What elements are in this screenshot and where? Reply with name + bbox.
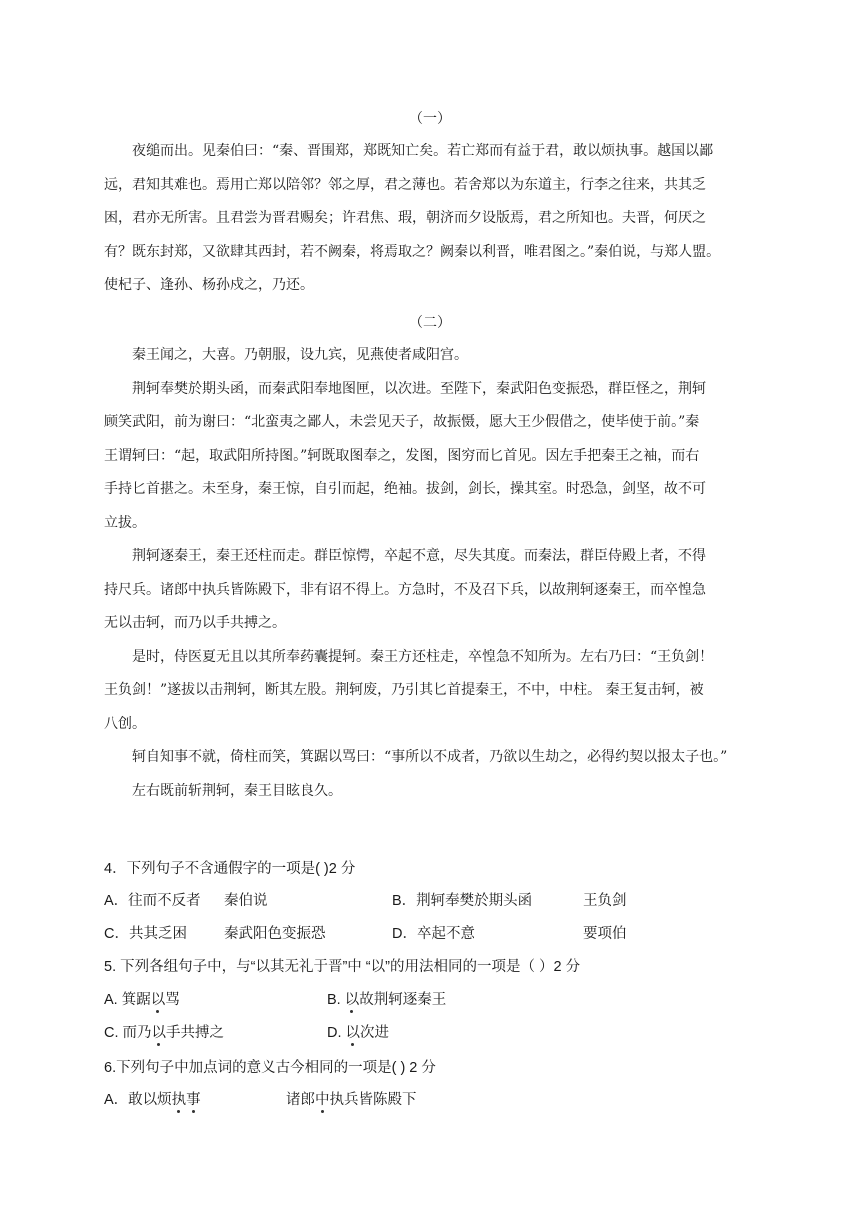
- passage-line: 困，君亦无所害。且君尝为晋君赐矣；许君焦、瑕，朝济而夕设版焉，君之所知也。夫晋，何厌之: [104, 210, 706, 226]
- passage-line: 顾笑武阳，前为谢曰：“北蛮夷之鄙人，未尝见天子，故振慑，愿大王少假借之，使毕使于前。”秦: [104, 414, 700, 430]
- dotted-char: 中: [315, 1092, 330, 1108]
- q4-option-c-extra: 秦武阳色变振恐: [224, 926, 326, 942]
- q5-c-text-end: 手共搏之: [166, 1025, 225, 1041]
- passage-line: 左右既前斩荆轲，秦王目眩良久。: [132, 782, 342, 799]
- passage-2: [104, 339, 756, 808]
- dotted-char: 事: [186, 1092, 201, 1108]
- q5-b-text: B.: [327, 992, 345, 1008]
- q4-option-d: D．卒起不意: [392, 926, 475, 942]
- section-heading-1: （一）: [409, 111, 451, 127]
- dotted-char: 以: [344, 992, 360, 1008]
- dotted-char: 以: [150, 992, 166, 1008]
- passage-line: 秦王闻之，大喜。乃朝服，设九宾，见燕使者咸阳宫。: [132, 347, 468, 363]
- q5-b-text-end: 故荆轲逐秦王: [359, 992, 447, 1008]
- passage-line: 手持匕首揕之。未至身，秦王惊，自引而起，绝袖。拔剑，剑长，操其室。时恐急，剑坚，故不可: [104, 481, 706, 497]
- passage-line: 荆轲逐秦王，秦王还柱而走。群臣惊愕，卒起不意，尽失其度。而秦法，群臣侍殿上者，不得: [132, 548, 706, 564]
- question-6-stem: 6.下列句子中加点词的意义古今相同的一项是( ) 2 分: [104, 1060, 436, 1076]
- question-4-stem: 4．下列句子不含通假字的一项是( )2 分: [104, 861, 356, 877]
- dotted-char: 以: [151, 1025, 167, 1041]
- q4-option-b-extra: 王负剑: [583, 893, 627, 909]
- q4-option-d-extra: 要项伯: [583, 926, 627, 942]
- passage-line: 八创。: [104, 715, 146, 732]
- q5-option-c: [104, 1021, 224, 1042]
- dotted-char: 以: [345, 1025, 361, 1041]
- passage-line: 持尺兵。诸郎中执兵皆陈殿下，非有诏不得上。方急时，不及召下兵，以故荆轲逐秦王，而卒惶急: [104, 581, 706, 598]
- dotted-char: 执: [171, 1092, 187, 1108]
- passage-line: 无以击轲，而乃以手共搏之。: [104, 615, 286, 631]
- passage-line: 有？既东封郑，又欲肆其西封，若不阙秦，将焉取之？阙秦以利晋，唯君图之。”秦伯说，与郑人盟。: [104, 243, 721, 260]
- passage-1: [104, 135, 756, 303]
- q6-a2-text-end: 执兵皆陈殿下: [329, 1092, 417, 1108]
- q5-option-d: [327, 1021, 389, 1042]
- q5-option-a: [104, 988, 180, 1009]
- q6-a-text: A．敢以烦: [104, 1092, 172, 1108]
- question-5-stem: 5. 下列各组句子中，与“以其无礼于晋”中 “以”的用法相同的一项是（ ）2 分: [104, 959, 581, 975]
- q4-option-a-extra: 秦伯说: [224, 893, 268, 909]
- passage-line: 夜缒而出。见秦伯曰：“秦、晋围郑，郑既知亡矣。若亡郑而有益于君，敢以烦执事。越国以鄙: [132, 143, 714, 159]
- q5-c-text: C. 而乃: [104, 1025, 152, 1041]
- passage-line: 是时，侍医夏无且以其所奉药囊提轲。秦王方还柱走，卒惶急不知所为。左右乃曰：“王负剑！: [132, 648, 714, 665]
- passage-line: 使杞子、逢孙、杨孙戍之，乃还。: [104, 277, 314, 293]
- q6-option-a: [104, 1088, 201, 1109]
- passage-line: 荆轲奉樊於期头函，而秦武阳奉地图匣，以次进。至陛下，秦武阳色变振恐，群臣怪之，荆轲: [132, 380, 706, 397]
- q5-a-text: A. 箕踞: [104, 992, 151, 1008]
- passage-line: 王谓轲曰：“起，取武阳所持图。”轲既取图奉之，发图，图穷而匕首见。因左手把秦王之袖，而右: [104, 447, 700, 464]
- q4-option-c: C．共其乏困: [104, 926, 187, 942]
- q4-option-b: B．荆轲奉樊於期头函: [392, 893, 533, 909]
- q5-option-b: [327, 988, 446, 1009]
- passage-line: 远，君知其难也。焉用亡郑以陪邻？邻之厚，君之薄也。若舍郑以为东道主，行李之往来，共其乏: [104, 176, 706, 193]
- q4-option-a: A．往而不反者: [104, 893, 201, 909]
- q5-d-text: D.: [327, 1025, 346, 1041]
- passage-line: 轲自知事不就，倚柱而笑，箕踞以骂曰：“事所以不成者，乃欲以生劫之，必得约契以报太子也。”: [132, 749, 728, 765]
- q5-d-text-end: 次进: [360, 1025, 390, 1041]
- section-heading-2: （二）: [409, 315, 451, 331]
- q6-option-a-extra: [286, 1088, 417, 1109]
- passage-line: 王负剑！”遂拔以击荆轲，断其左股。荆轲废，乃引其匕首提秦王，不中，中柱。 秦王复击轲，被: [104, 682, 704, 698]
- passage-line: 立拔。: [104, 514, 146, 531]
- q5-a-text-end: 骂: [165, 992, 180, 1008]
- q6-a2-text: 诸郎: [286, 1092, 315, 1108]
